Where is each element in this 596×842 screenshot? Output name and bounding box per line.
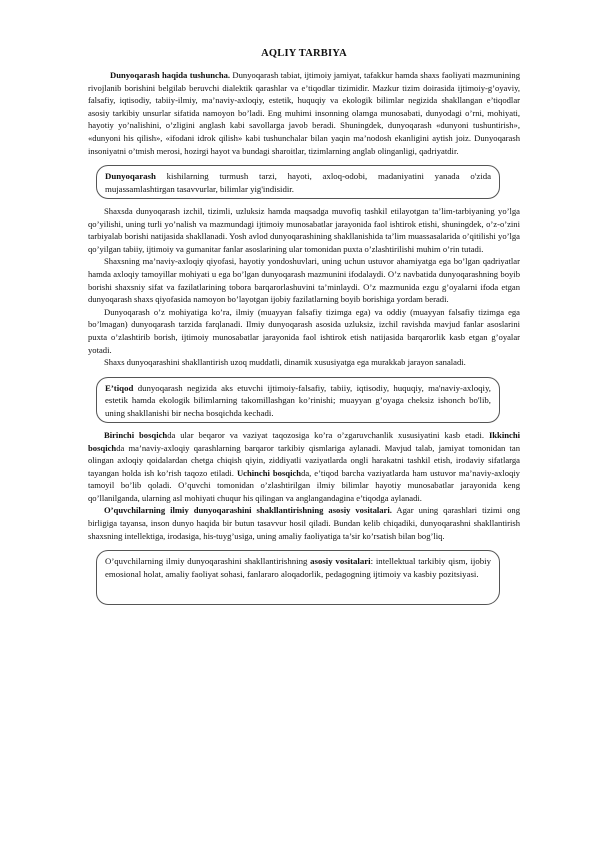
paragraph-means (88, 504, 520, 542)
stage2-lead: Ikkinchi bosqich (88, 429, 520, 453)
intro-text: Dunyoqarash tabiat, ijtimoiy jamiyat, tafakkur hamda shaxs faoliyati mazmunining rivojlanib borishini belgilab beruvchi dialektik qarashlar va e’tiqodlar tizimidir. Mazkur tizim doirasida ijtimoiy-g’oyaviy, falsafiy, iqtisodiy, tabiiy-ilmiy, ma’naviy-axloqiy, estetik, huquqiy va ekologik bilimlar negizida shakllangan e’tiqodlar asosiy tarkibiy unsurlar sifatida namoyon bo’ladi. Eng muhimi insonning olamga munosabati, dunyodagi o’rni, mohiyati, hayotiy yo’nalishini, o’zligini anglash kabi savollarga javob beradi. Shuningdek, dunyoqarash «dunyoni tushuntirish», «dunyoni his qilish», «ifodani idrok qilish» kabi tushunchalar bilan yaqin ma’nodosh ekanligini aytish joiz. Dunyoqarash insoniyatni o’tmish merosi, hozirgi hayot va bundagi sharoitlar, tizimlarning anglab olinganligi, qadriyatdir. (88, 70, 521, 156)
stage1-text: da ular beqaror va vaziyat taqozosiga ko’ra o’zgaruvchanlik xususiyatini kasb etadi. (167, 429, 489, 440)
means-text: Agar uning qarashlari tizimi ong birligiga tayansa, inson dunyo haqida bir butun tasavvur hosil qiladi. Bundan kelib chiqadiki, dunyoqarashni shakllantirish shaxsning intellektiga, irodasiga, his-tuyg’usiga, uning amaliy faoliyatiga ta’sir ko’rsatish bilan bog’liq. (88, 505, 521, 541)
document-page (88, 48, 520, 611)
paragraph-5: Shaxs dunyoqarashini shakllantirish uzoq muddatli, dinamik xususiyatga ega murakkab jarayon sanaladi. (104, 357, 466, 368)
page-title: AQLIY TARBIYA (261, 48, 347, 59)
box3-pre: O’quvchilarning ilmiy dunyoqarashini shakllantirishning (105, 556, 311, 567)
definition-box-means (96, 550, 500, 605)
box2-lead: E’tiqod (105, 382, 134, 393)
definition-box-dunyoqarash (96, 165, 500, 199)
box2-text: dunyoqarash negizida aks etuvchi ijtimoiy-falsafiy, tabiiy, iqtisodiy, huquqiy, ma'naviy-axloqiy, estetik hamda ekologik bilimlarning takomillashgan ko’rinishi; muayyan g’oyaga cheksiz ishonch bo'lib, uning shakllanishi bir necha bosqichda kechadi. (105, 382, 491, 418)
definition-box-etiqod (96, 377, 500, 423)
paragraph-stages (88, 429, 520, 505)
box1-lead: Dunyoqarash (105, 171, 156, 182)
stage1-lead: Birinchi bosqich (104, 429, 168, 440)
means-lead: O’quvchilarning ilmiy dunyoqarashini shakllantirishning asosiy vositalari. (104, 505, 392, 516)
paragraph-4: Dunyoqarash o’z mohiyatiga ko’ra, ilmiy (muayyan falsafiy tizimga ega) va oddiy (muayyan falsafiy tizimga ega bo’lmagan) dunyoqarash tarzida farqlanadi. Ilmiy dunyoqarash asosida uzluksiz, izchil ravishda mavjud fanlar asoslarini puxta o’zlashtirib borish, ijtimoiy munosabatlar jarayonida faol ishtirok etish natijasida barqarorlik kasb etgan g’oyalar yotadi. (88, 306, 520, 355)
intro-lead: Dunyoqarash haqida tushuncha. (110, 70, 231, 80)
box3-text: : intellektual tarkibiy qism, ijobiy emosional holat, amaliy faoliyat sohasi, fanlararo aloqadorlik, pedagogning ijtimoiy va kasbiy pozitsiyasi. (105, 556, 491, 579)
stage3-text: da, e’tiqod barcha vaziyatlarda ham ustuvor ma’naviy-axloqiy tamoyil bo’lib qoladi. O’quvchi tomonidan o’zlashtirilgan ilmiy bilimlar hayotiy munosabatlar jarayonida keng qo’llanilganda, ularning asl mohiyati chuqur his qilingan va anglangandagina e’tiqodga aylanadi. (88, 467, 520, 503)
stage3-lead: Uchinchi bosqich (236, 467, 302, 478)
paragraph-intro (88, 69, 520, 157)
box1-text: kishilarning turmush tarzi, hayoti, axloq-odobi, madaniyatini yanada o'zida mujassamlashtirgan tasavvurlar, bilimlar yig'indisidir. (105, 171, 491, 194)
stage2-text: da ma’naviy-axloqiy qarashlarning barqaror tarkibiy qismlariga aylanadi. Mavjud talab, jamiyat tomonidan tan olingan axloqiy qoidalardan chetga chiqish qiyin, ziddiyatli vaziyatlarda ongli harakatni tashkil etish, irodaviy sifatlarga tayangan holda ish ko’rish taqozo etiladi. (88, 442, 520, 478)
paragraph-3: Shaxsning ma’naviy-axloqiy qiyofasi, hayotiy yondoshuvlari, uning uchun ustuvor ahamiyatga ega bo’lgan qadriyatlar hamda axloqiy tamoyillar mohiyati u ega bo’lgan dunyoqarash mazmunini ifodalaydi. O’z navbatida dunyoqarashning boyib borishi shaxsniy sifat va fazilatlarining tobora barqarorlashuvini ta’minlaydi. O’z mazmunida ezgu g’oyalarni ifoda etgan dunyoqarash shaxs qiyofasida namoyon bo’layotgan ijobiy fazilatlarning boyib borishiga yordam beradi. (88, 256, 520, 305)
paragraph-2: Shaxsda dunyoqarash izchil, tizimli, uzluksiz hamda maqsadga muvofiq tashkil etilayotgan ta’lim-tarbiyaning yo’lga qo’yilishi, uning turli yo’nalish va mazmundagi ijtimoiy munosabatlar jarayonida faol ishtirok etishi, shuningdek, o’z-o’zini tarbiyalab borishi natijasida shakllanadi. Yosh avlod dunyoqarashining shakllanishida ta’lim muassasalarida o’qitilishi yo’lga qo’yilgan tabiiy, ijtimoiy va gumanitar fanlar asoslarining ular tomonidan puxta o’zlashtirilishi muhim o’rin tutadi. (88, 205, 520, 254)
box3-lead: asosiy vositalari (310, 556, 371, 567)
